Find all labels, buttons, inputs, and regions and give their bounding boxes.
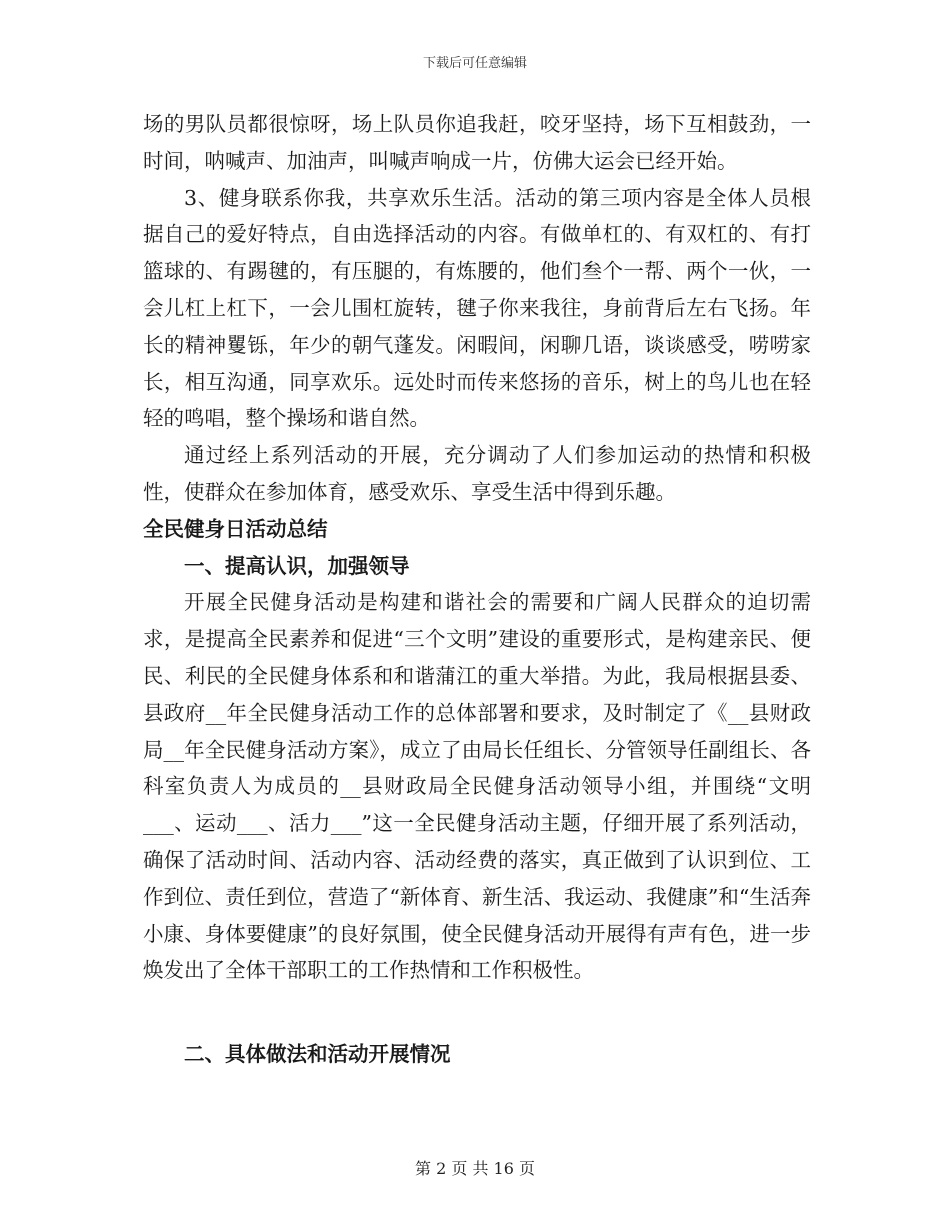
page-header: 下载后可任意编辑 — [422, 56, 527, 71]
document-title: 全民健身日活动总结 — [143, 516, 328, 541]
paragraph-continuation: 场的男队员都很惊呀，场上队员你追我赶，咬牙坚持，场下互相鼓劲，一时间，呐喊声、加油声，叫喊声响成一片，仿佛大运会已经开始。 — [143, 112, 811, 173]
section-heading-2: 二、具体做法和活动开展情况 — [184, 1042, 451, 1066]
paragraph-summary: 通过经上系列活动的开展，充分调动了人们参加运动的热情和积极性，使群众在参加体育，感受欢乐、享受生活中得到乐趣。 — [143, 443, 811, 504]
section-heading-1: 一、提高认识，加强领导 — [184, 553, 410, 578]
section-1-body: 开展全民健身活动是构建和谐社会的需要和广阔人民群众的迫切需求，是提高全民素养和促进“三个文明”建设的重要形式，是构建亲民、便民、利民的全民健身体系和和谐蒲江的重大举措。为此，我局根据县委、县政府__年全民健身活动工作的总体部署和要求，及时制定了《__县财政局__年全民健身活动方案》，成立了由局长任组长、分管领导任副组长、各科室负责人为成员的__县财政局全民健身活动领导小组，并围绕“文明___、运动___、活力___”这一全民健身活动主题，仔细开展了系列活动，确保了活动时间、活动内容、活动经费的落实，真正做到了认识到位、工作到位、责任到位，营造了“新体育、新生活、我运动、我健康”和“生活奔小康、身体要健康”的良好氛围，使全民健身活动开展得有声有色，进一步焕发出了全体干部职工的工作热情和工作积极性。 — [143, 590, 811, 983]
document-body — [143, 106, 811, 989]
page-footer: 第 2 页 共 16 页 — [415, 1159, 535, 1178]
paragraph-activity-3: 3、健身联系你我，共享欢乐生活。活动的第三项内容是全体人员根据自己的爱好特点，自由选择活动的内容。有做单杠的、有双杠的、有打篮球的、有踢毽的，有压腿的，有炼腰的，他们叁个一帮、两个一伙，一会儿杠上杠下，一会儿围杠旋转，毽子你来我往，身前背后左右飞扬。年长的精神矍铄，年少的朝气蓬发。闲暇间，闲聊几语，谈谈感受，唠唠家长，相互沟通，同享欢乐。远处时而传来悠扬的音乐，树上的鸟儿也在轻轻的鸣唱，整个操场和谐自然。 — [143, 185, 811, 431]
